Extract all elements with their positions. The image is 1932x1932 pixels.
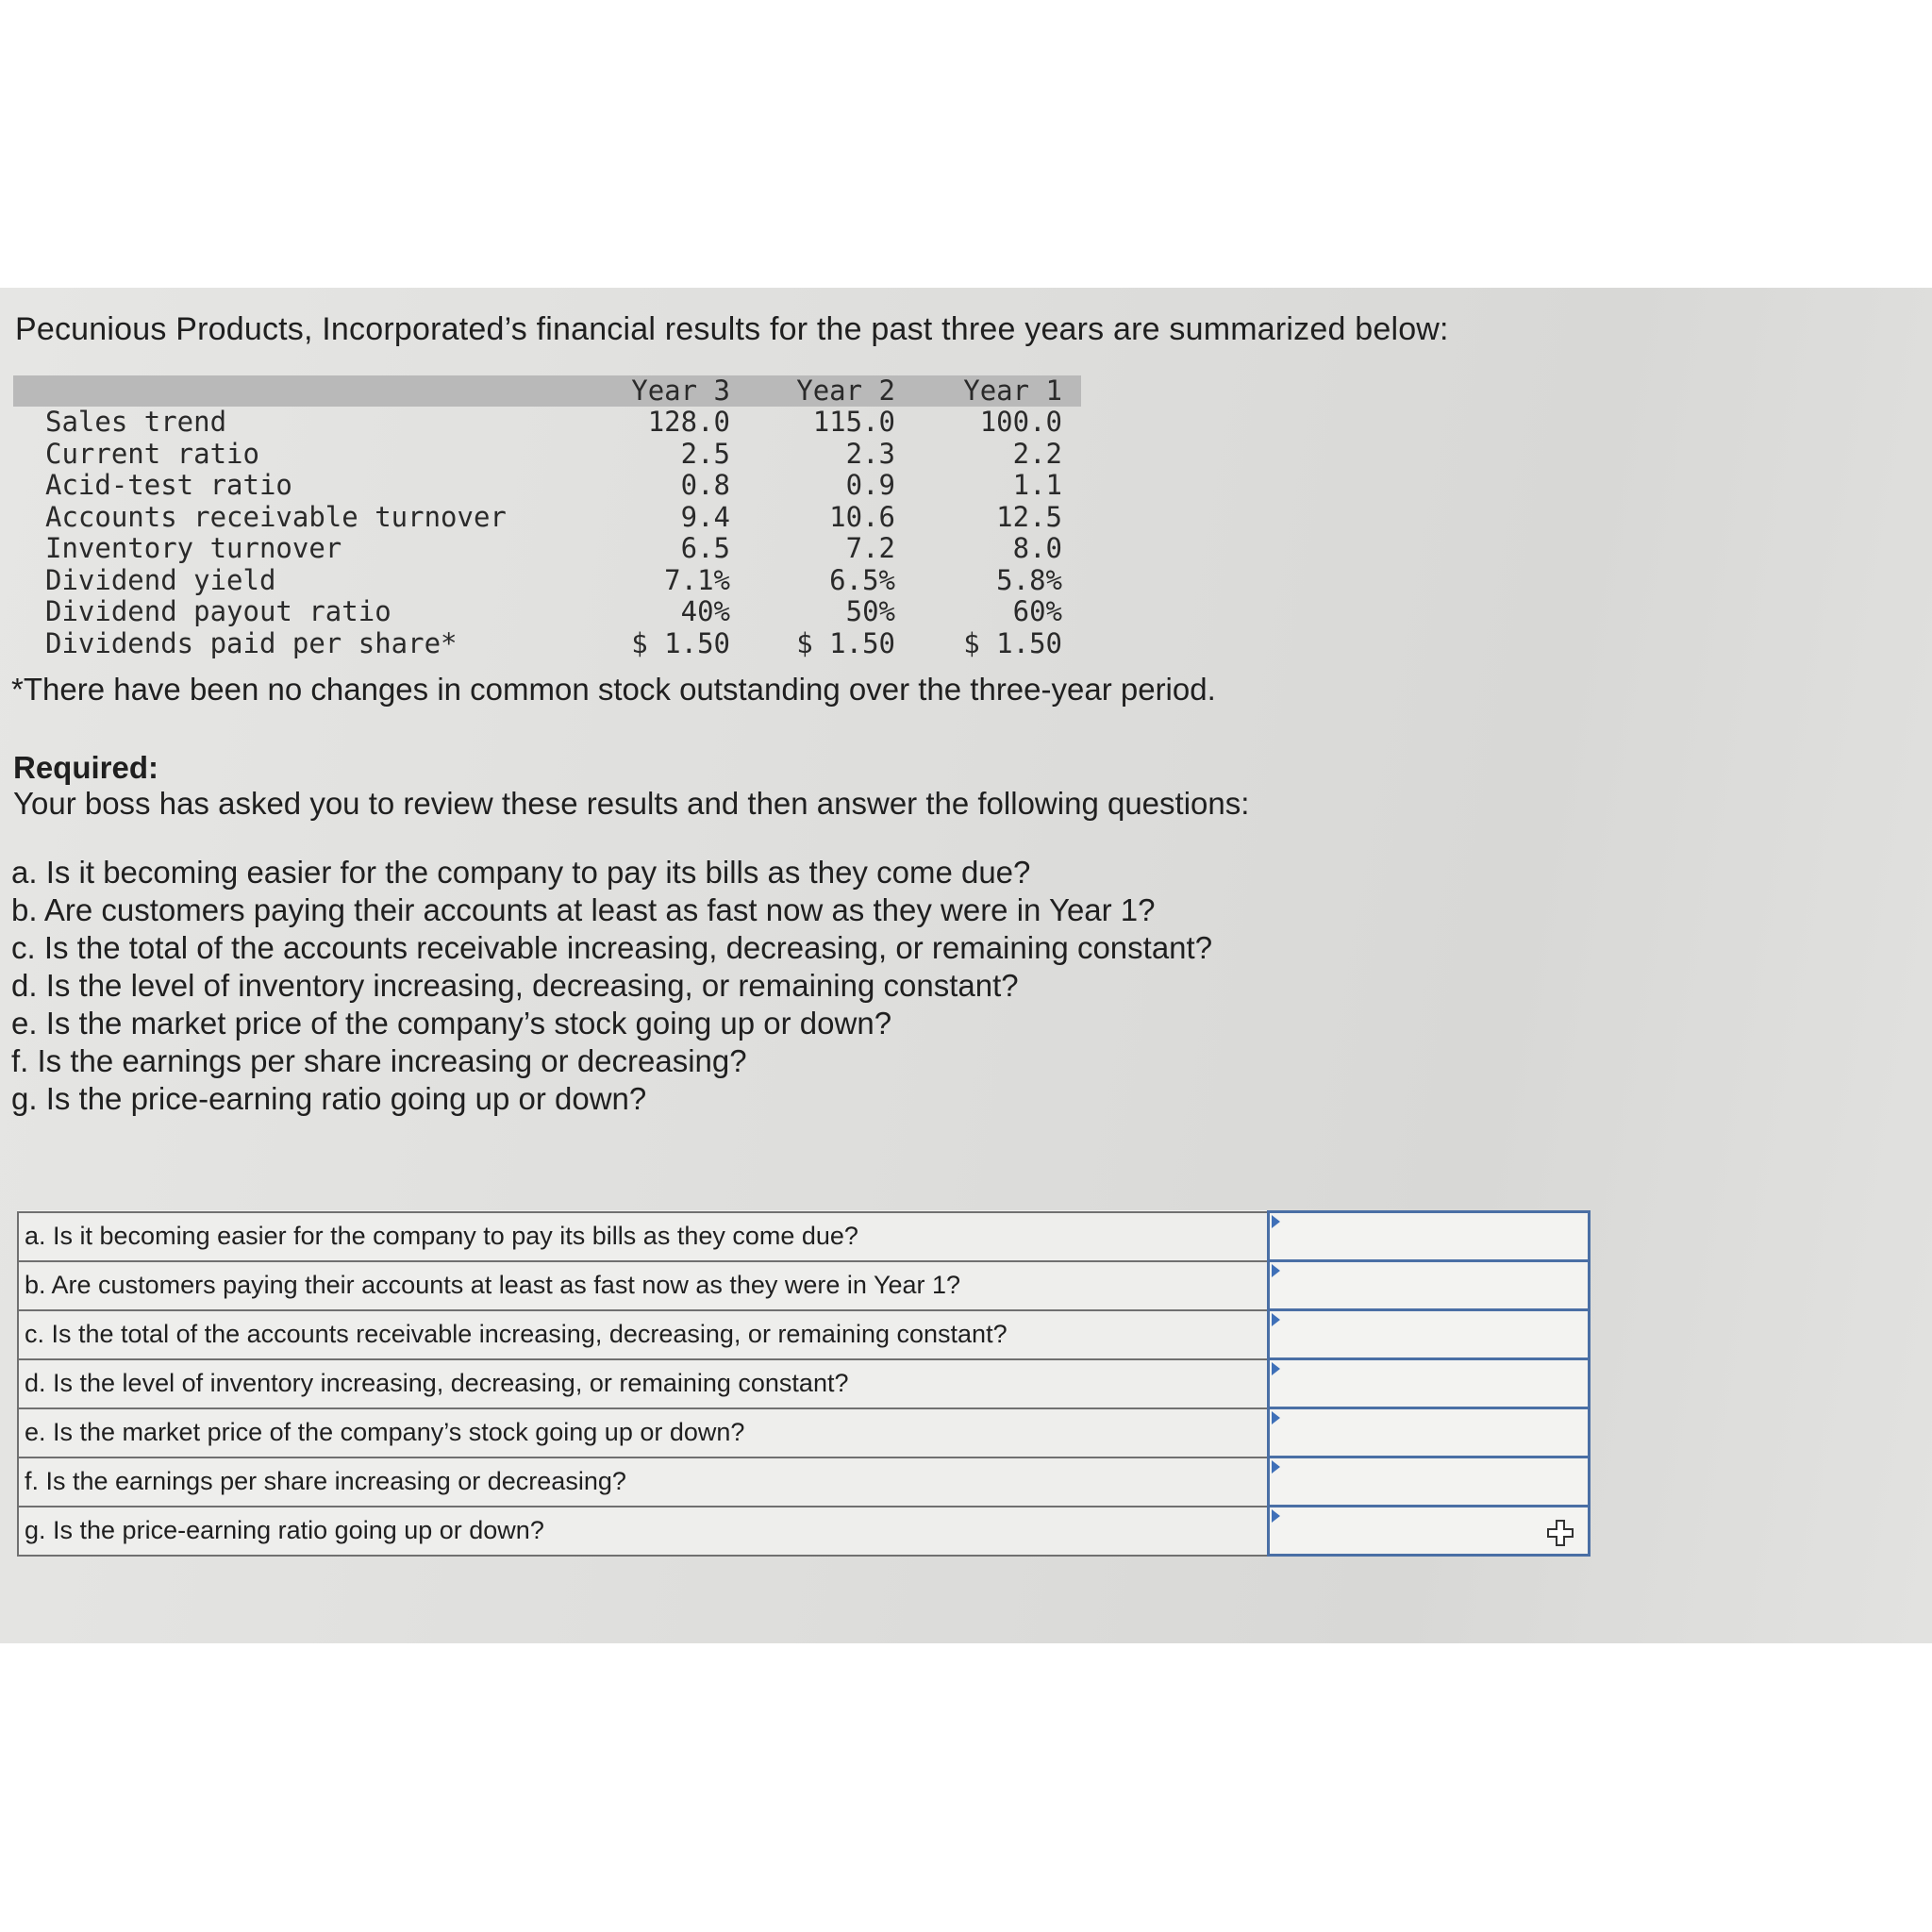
cell-year-1: 2.2: [1012, 437, 1062, 470]
answer-question-b: b. Are customers paying their accounts at least as fast now as they were in Year 1?: [18, 1261, 1269, 1310]
answer-row: [18, 1261, 1590, 1310]
dropdown-triangle-icon: [1272, 1509, 1280, 1523]
table-row: [13, 470, 1081, 502]
cell-year-2: 50%: [845, 595, 895, 627]
cell-year-1: $ 1.50: [963, 626, 1062, 659]
header-year-3: Year 3: [631, 375, 730, 407]
question-a: a. Is it becoming easier for the company to pay its bills as they come due?: [11, 855, 1031, 890]
row-label: Current ratio: [45, 437, 259, 470]
cell-year-3: 6.5: [680, 532, 730, 564]
answer-row: [18, 1359, 1590, 1408]
row-label: Dividend yield: [45, 563, 276, 596]
row-label: Accounts receivable turnover: [45, 500, 507, 533]
cell-year-1: 1.1: [1012, 469, 1062, 501]
dropdown-triangle-icon: [1272, 1411, 1280, 1424]
answer-question-e: e. Is the market price of the company’s stock going up or down?: [18, 1408, 1269, 1457]
answer-row: [18, 1507, 1590, 1556]
cell-year-1: 100.0: [979, 406, 1062, 438]
answer-row: [18, 1457, 1590, 1507]
question-c: c. Is the total of the accounts receivable increasing, decreasing, or remaining constant?: [11, 930, 1213, 965]
question-b: b. Are customers paying their accounts at least as fast now as they were in Year 1?: [11, 892, 1156, 927]
cell-year-1: 5.8%: [996, 563, 1062, 596]
cell-year-3: $ 1.50: [631, 626, 730, 659]
answer-row: [18, 1212, 1590, 1261]
table-row: [13, 596, 1081, 628]
question-list: [11, 854, 1212, 1118]
cell-year-3: 0.8: [680, 469, 730, 501]
row-label: Dividend payout ratio: [45, 595, 391, 627]
table-row: [13, 502, 1081, 534]
header-year-1: Year 1: [963, 375, 1062, 407]
answer-dropdown-e[interactable]: [1269, 1408, 1590, 1457]
table-row: [13, 565, 1081, 597]
footnote: *There have been no changes in common stock outstanding over the three-year period.: [11, 672, 1216, 707]
row-label: Acid-test ratio: [45, 469, 292, 501]
answer-row: [18, 1408, 1590, 1457]
answer-dropdown-c[interactable]: [1269, 1310, 1590, 1359]
cell-year-3: 2.5: [680, 437, 730, 470]
answer-dropdown-a[interactable]: [1269, 1212, 1590, 1261]
answer-question-d: d. Is the level of inventory increasing, decreasing, or remaining constant?: [18, 1359, 1269, 1408]
row-label: Inventory turnover: [45, 532, 342, 564]
answer-question-g: g. Is the price-earning ratio going up or down?: [18, 1507, 1269, 1556]
answer-row: [18, 1310, 1590, 1359]
row-label: Dividends paid per share*: [45, 626, 458, 659]
cell-year-1: 12.5: [996, 500, 1062, 533]
cell-year-3: 9.4: [680, 500, 730, 533]
required-heading: Required:: [13, 750, 159, 785]
cell-year-1: 8.0: [1012, 532, 1062, 564]
cell-year-2: $ 1.50: [796, 626, 895, 659]
cell-year-2: 0.9: [845, 469, 895, 501]
dropdown-triangle-icon: [1272, 1460, 1280, 1474]
cell-year-2: 115.0: [812, 406, 895, 438]
answer-dropdown-d[interactable]: [1269, 1359, 1590, 1408]
table-header: [13, 375, 1081, 407]
cell-year-3: 40%: [680, 595, 730, 627]
answer-dropdown-f[interactable]: [1269, 1457, 1590, 1507]
intro-text: Pecunious Products, Incorporated’s financial results for the past three years are summarized below:: [15, 311, 1449, 347]
answer-dropdown-b[interactable]: [1269, 1261, 1590, 1310]
table-row: [13, 407, 1081, 439]
table-row: [13, 439, 1081, 471]
cell-year-3: 128.0: [647, 406, 730, 438]
cell-year-2: 2.3: [845, 437, 895, 470]
header-year-2: Year 2: [796, 375, 895, 407]
question-d: d. Is the level of inventory increasing, decreasing, or remaining constant?: [11, 968, 1019, 1003]
table-row: [13, 533, 1081, 565]
required-instructions: Your boss has asked you to review these results and then answer the following questions:: [13, 786, 1250, 821]
answer-question-a: a. Is it becoming easier for the company to pay its bills as they come due?: [18, 1212, 1269, 1261]
question-f: f. Is the earnings per share increasing or decreasing?: [11, 1043, 747, 1078]
cell-year-1: 60%: [1012, 595, 1062, 627]
row-label: Sales trend: [45, 406, 227, 438]
answer-table: [17, 1210, 1591, 1557]
dropdown-triangle-icon: [1272, 1264, 1280, 1277]
table-row: [13, 628, 1081, 660]
cell-year-2: 10.6: [829, 500, 895, 533]
answer-question-c: c. Is the total of the accounts receivable increasing, decreasing, or remaining constant?: [18, 1310, 1269, 1359]
financial-results-table: [13, 375, 1081, 659]
cell-year-3: 7.1%: [664, 563, 730, 596]
answer-question-f: f. Is the earnings per share increasing or decreasing?: [18, 1457, 1269, 1507]
dropdown-triangle-icon: [1272, 1313, 1280, 1326]
question-g: g. Is the price-earning ratio going up or down?: [11, 1081, 647, 1116]
answer-dropdown-g[interactable]: [1269, 1507, 1590, 1556]
question-e: e. Is the market price of the company’s stock going up or down?: [11, 1006, 892, 1041]
cell-year-2: 6.5%: [829, 563, 895, 596]
plus-icon[interactable]: [1546, 1519, 1574, 1547]
dropdown-triangle-icon: [1272, 1362, 1280, 1375]
dropdown-triangle-icon: [1272, 1215, 1280, 1228]
cell-year-2: 7.2: [845, 532, 895, 564]
